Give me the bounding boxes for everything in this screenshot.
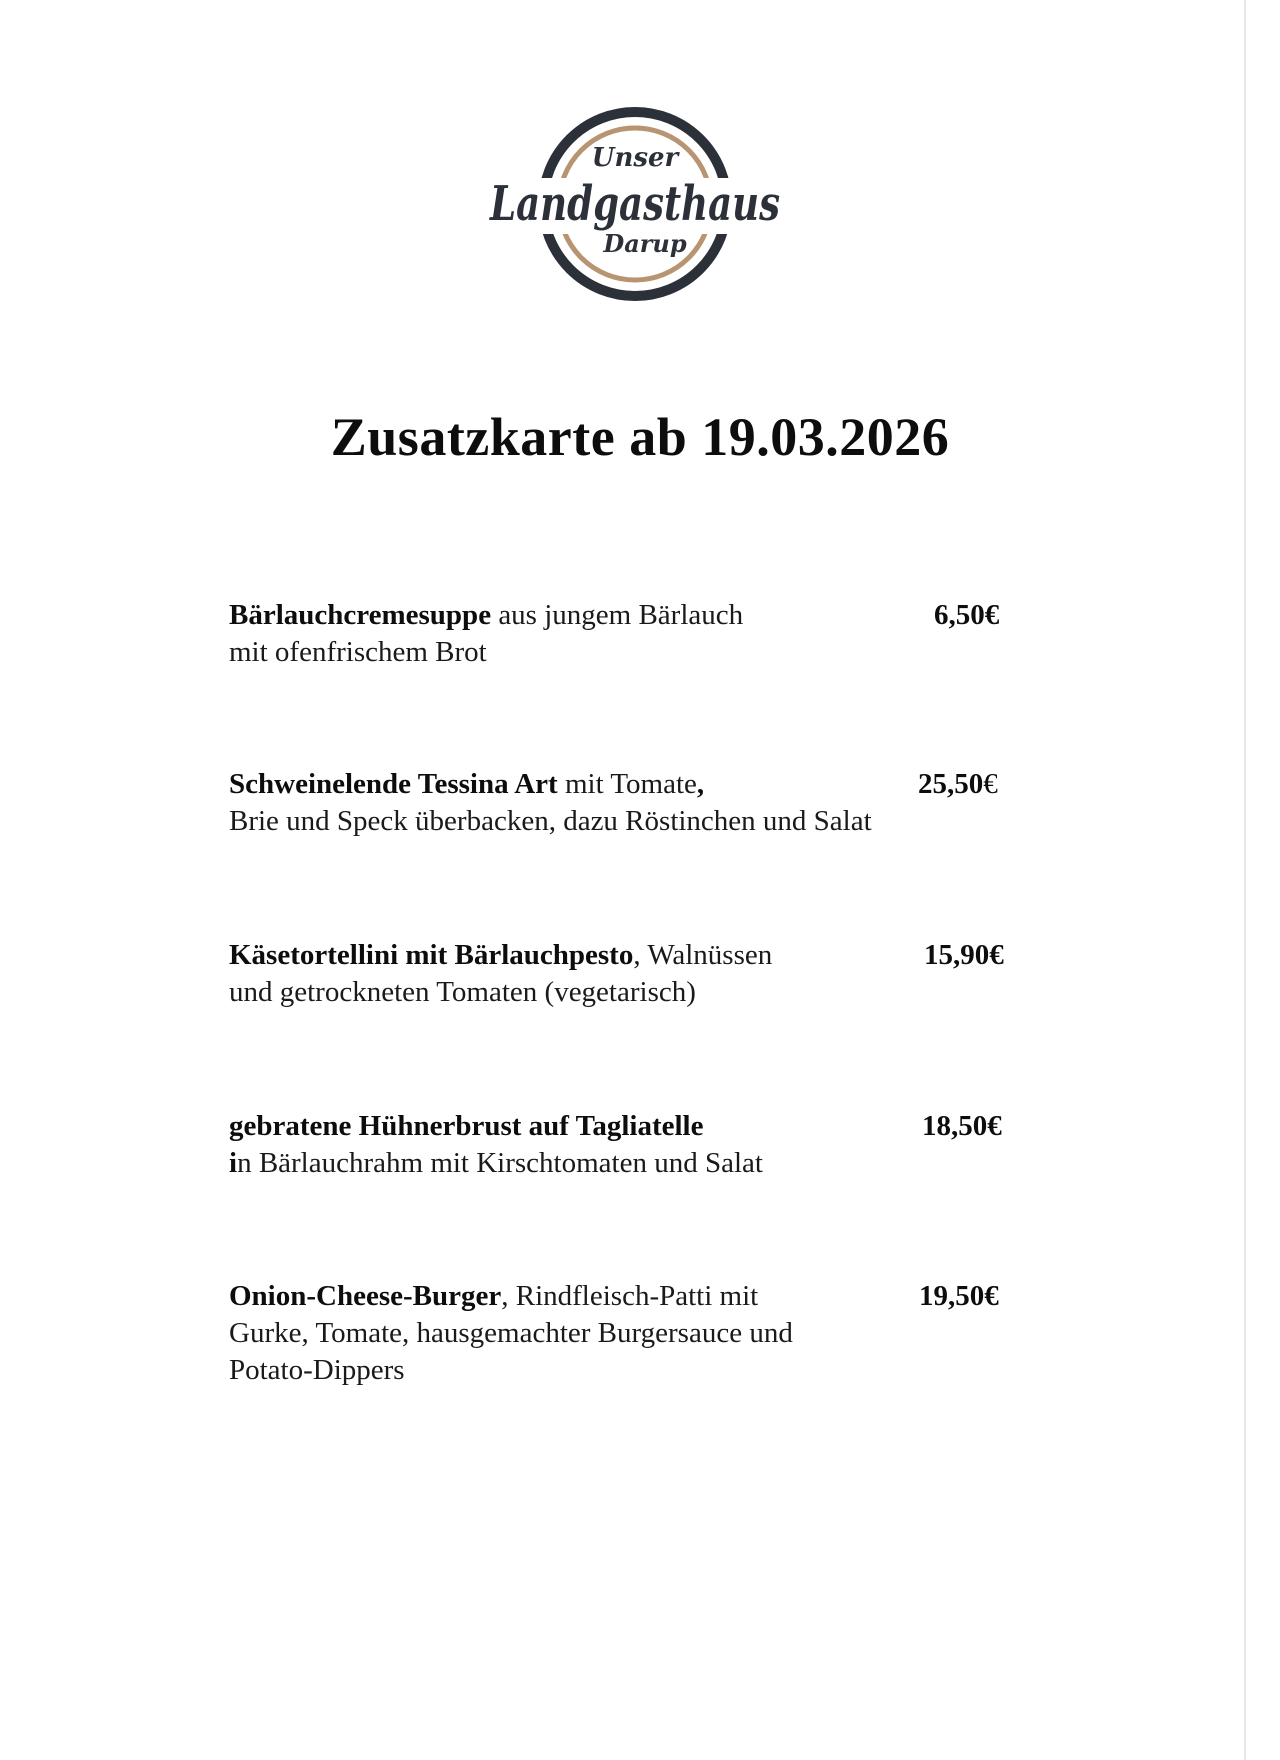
logo-text-top: Unser — [591, 143, 679, 173]
item-description-line: Potato-Dippers — [229, 1354, 405, 1386]
restaurant-logo — [485, 102, 785, 312]
item-description: aus jungem Bärlauch — [491, 599, 744, 631]
item-description-line: Gurke, Tomate, hausgemachter Burgersauce und — [229, 1317, 793, 1349]
logo-text-main: Landgasthaus — [488, 176, 780, 232]
item-description-line: und getrockneten Tomaten (vegetarisch) — [229, 976, 696, 1008]
logo-text-bottom: Darup — [603, 229, 687, 258]
item-description-line: Brie und Speck überbacken, dazu Röstinchen und Salat — [229, 805, 872, 837]
item-description-lead: i — [229, 1147, 238, 1179]
item-name: Schweinelende Tessina Art — [229, 768, 558, 800]
menu-item — [229, 1278, 1019, 1389]
item-name: Bärlauchcremesuppe — [229, 599, 492, 631]
menu-item — [229, 937, 1019, 1011]
item-price — [918, 766, 998, 803]
item-price: 19,50€ — [919, 1280, 999, 1312]
item-price-currency: € — [983, 768, 998, 800]
item-description: mit Tomate — [557, 768, 697, 800]
menu-item — [229, 766, 1019, 840]
item-description-comma: , — [696, 768, 705, 800]
item-price: 6,50€ — [934, 599, 1000, 631]
menu-item — [229, 1108, 1019, 1182]
item-price: 15,90€ — [924, 939, 1004, 971]
item-price: 18,50€ — [922, 1110, 1002, 1142]
page-title: Zusatzkarte ab 19.03.2026 — [330, 407, 950, 467]
item-name: Onion-Cheese-Burger — [229, 1280, 502, 1312]
page-edge — [1244, 0, 1246, 1760]
item-name: gebratene Hühnerbrust auf Tagliatelle — [229, 1110, 704, 1142]
item-description: , Walnüssen — [633, 939, 773, 971]
menu-item — [229, 597, 1019, 671]
item-name: Käsetortellini mit Bärlauchpesto — [229, 939, 634, 971]
item-price-value: 25,50 — [918, 768, 984, 800]
item-description-line: n Bärlauchrahm mit Kirschtomaten und Salat — [237, 1147, 763, 1179]
item-description: , Rindfleisch-Patti mit — [501, 1280, 759, 1312]
item-description-line: mit ofenfrischem Brot — [229, 636, 487, 668]
